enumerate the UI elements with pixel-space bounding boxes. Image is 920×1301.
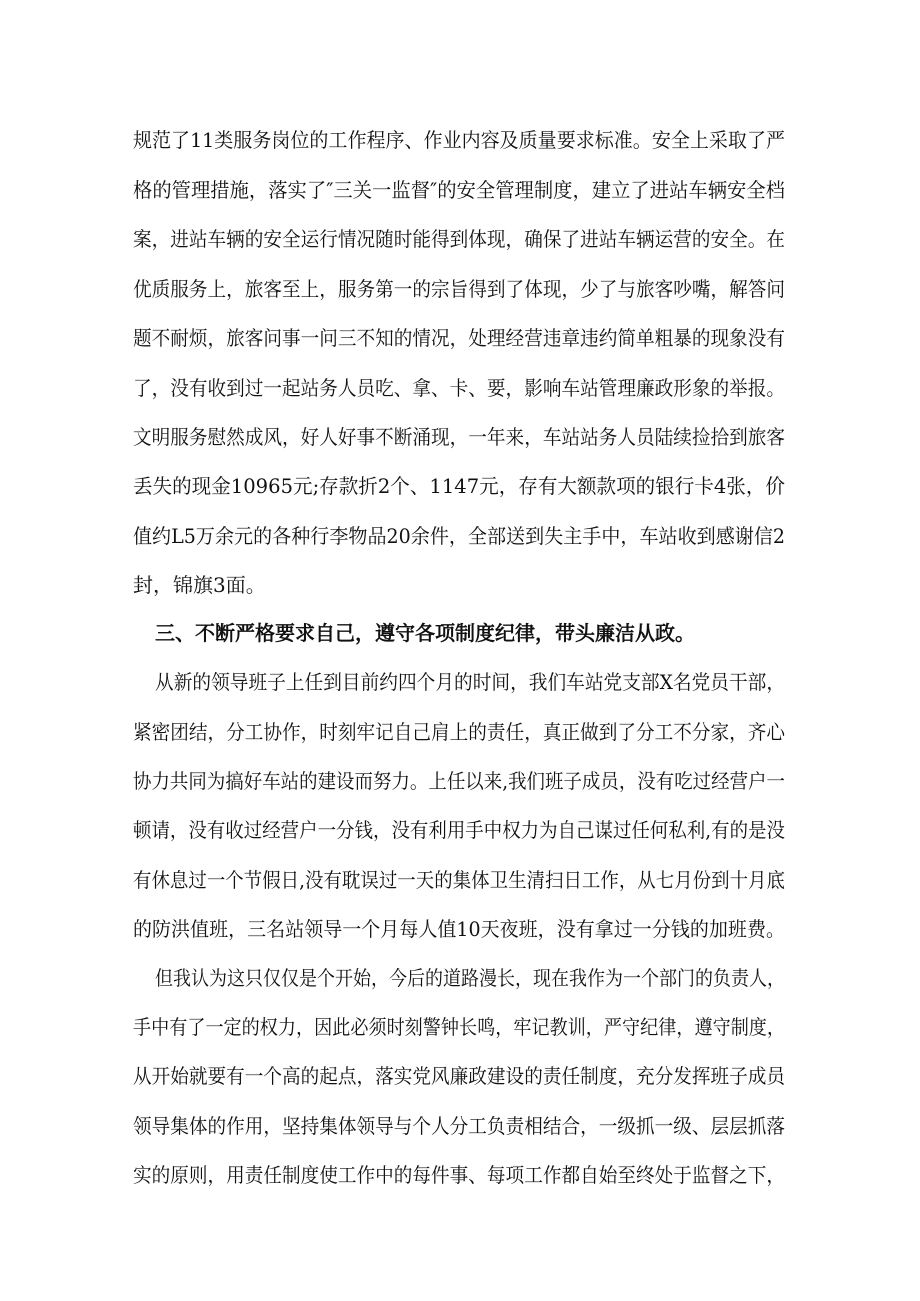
text-line: 优质服务上，旅客至上，服务第一的宗旨得到了体现，少了与旅客吵嘴，解答问 [133,277,785,301]
text-line: 规范了11类服务岗位的工作程序、作业内容及质量要求标准。安全上采取了严 [133,128,786,152]
paragraph-3-line-3 [0,1058,920,1094]
paragraph-2-line-5 [0,862,920,898]
paragraph-3-line-5 [0,1157,920,1193]
text-line: 有休息过一个节假日,没有耽误过一天的集体卫生清扫日工作，从七月份到十月底 [133,868,785,892]
text-line: 但我认为这只仅仅是个开始，今后的道路漫长，现在我作为一个部门的负责人， [155,966,785,990]
text-line: 手中有了一定的权力，因此必须时刻警钟长鸣，牢记教训，严守纪律，遵守制度， [133,1015,786,1039]
paragraph-1-line-10 [0,567,920,603]
paragraph-1-line-7 [0,419,920,455]
text-line: 实的原则，用责任制度使工作中的每件事、每项工作都自始至终处于监督之下， [133,1163,785,1187]
text-line: 了，没有收到过一起站务人员吃、拿、卡、要，影响车站管理廉政形象的举报。 [133,376,785,400]
paragraph-1-line-9 [0,518,920,554]
paragraph-2-line-4 [0,812,920,848]
text-line: 案，进站车辆的安全运行情况随时能得到体现，确保了进站车辆运营的安全。在 [133,227,785,251]
paragraph-1-line-8 [0,468,920,504]
paragraph-2-line-6 [0,911,920,947]
paragraph-2-line-1 [0,664,920,700]
paragraph-1-line-6 [0,370,920,406]
paragraph-1-line-5 [0,320,920,356]
paragraph-1-line-3 [0,221,920,257]
text-line: 的防洪值班，三名站领导一个月每人值10天夜班，没有拿过一分钱的加班费。 [133,917,786,941]
paragraph-1-line-4 [0,271,920,307]
text-line: 从新的领导班子上任到目前约四个月的时间，我们车站党支部X名党员干部， [155,670,786,694]
text-line: 题不耐烦，旅客问事一问三不知的情况，处理经营违章违约简单粗暴的现象没有 [133,326,785,350]
paragraph-1-line-2 [0,172,920,208]
text-line: 从开始就要有一个高的起点，落实党风廉政建设的责任制度，充分发挥班子成员 [133,1064,785,1088]
paragraph-3-line-2 [0,1009,920,1045]
paragraph-3-line-1 [0,960,920,996]
text-line: 领导集体的作用，坚持集体领导与个人分工负责相结合，一级抓一级、层层抓落 [133,1114,785,1138]
text-line: 紧密团结，分工协作，时刻牢记自己肩上的责任，真正做到了分工不分家，齐心 [133,720,785,744]
paragraph-1-line-1 [0,122,920,158]
text-line: 文明服务慰然成风，好人好事不断涌现，一年来，车站站务人员陆续捡拾到旅客 [133,425,785,449]
text-line: 丢失的现金10965元;存款折2个、1147元，存有大额款项的银行卡4张，价 [133,474,785,498]
text-line: 格的管理措施，落实了″三关一监督″的安全管理制度，建立了进站车辆安全档 [133,178,786,202]
paragraph-2-line-3 [0,763,920,799]
section-heading [0,615,920,651]
paragraph-2-line-2 [0,714,920,750]
text-line: 值约L5万余元的各种行李物品20余件，全部送到失主手中，车站收到感谢信2 [133,524,786,548]
text-line: 封，锦旗3面。 [133,573,266,597]
paragraph-3-line-4 [0,1108,920,1144]
heading-text: 三、不断严格要求自己，遵守各项制度纪律，带头廉洁从政。 [155,621,695,645]
text-line: 协力共同为搞好车站的建设而努力。上任以来,我们班子成员，没有吃过经营户一 [133,769,785,793]
text-line: 顿请，没有收过经营户一分钱，没有利用手中权力为自己谋过任何私利,有的是没 [133,818,785,842]
